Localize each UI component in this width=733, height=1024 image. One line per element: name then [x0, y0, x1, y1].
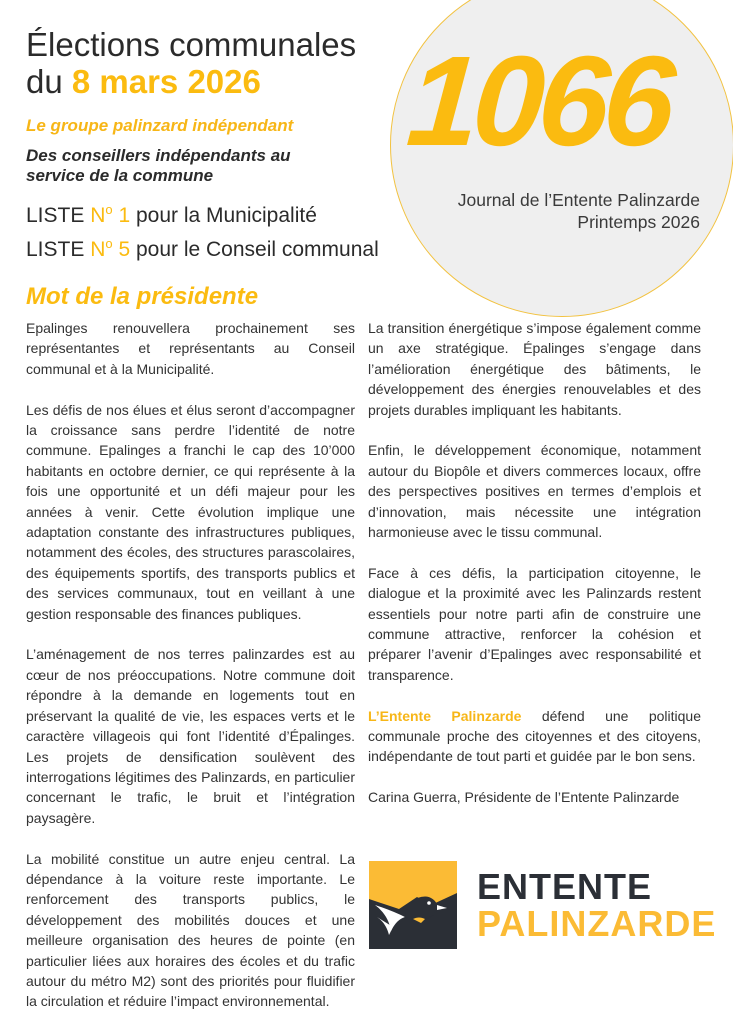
article-column-right: [368, 318, 701, 828]
party-logo: [369, 861, 716, 949]
bird-icon: [369, 861, 457, 949]
title-line-2-prefix: du: [26, 63, 72, 100]
paragraph: La mobilité constitue un autre enjeu central. La dépendance à la voiture reste importante. Le renforcement des transports publics, le développement des mobilités douces et une meilleure organisation des heures de pointe (en particulier liées aux horaires des écoles et du trafic autour du métro M2) sont des priorités pour fluidifier la circulation et réduire l’impact environnemental.: [26, 850, 355, 1010]
logo-wordmark: [477, 868, 716, 942]
paragraph: La transition énergétique s’impose également comme un axe stratégique. Épalinges s’engage dans l’amélioration énergétique des bâtiments, le développement des énergies renouvelables et des projets durables impliquant les habitants.: [368, 320, 701, 418]
article-column-left: [26, 318, 355, 1024]
closing-paragraph: L’Entente Palinzarde défend une politique communale proche des citoyennes et des citoyens, indépendante de tout parti et guidée par le bon sens.: [368, 707, 701, 765]
brand-inline: L’Entente Palinzarde: [368, 707, 522, 724]
list-number: $N^o$ 5: [90, 236, 131, 261]
section-heading: Mot de la présidente: [26, 283, 259, 310]
list-suffix: pour le Conseil communal: [130, 238, 379, 261]
logo-line-1: ENTENTE: [477, 866, 653, 907]
list-number: $N^o$ 1: [90, 202, 131, 227]
journal-name: Journal de l’Entente Palinzarde: [457, 190, 700, 210]
title-line-1: Élections communales: [26, 26, 357, 63]
paragraph: Face à ces défis, la participation citoyenne, le dialogue et la proximité avec les Palinzards restent essentiels pour notre parti afin de construire une commune attractive, renforcer la cohésion et préparer l’avenir d’Epalinges avec responsabilité et transparence.: [368, 564, 701, 683]
group-tagline: Des conseillers indépendants au service de la commune: [26, 146, 291, 185]
list-conseil-communal: [26, 236, 379, 262]
list-suffix: pour la Municipalité: [130, 204, 317, 227]
election-date: 8 mars 2026: [71, 63, 261, 100]
list-prefix: LISTE: [26, 204, 91, 227]
logo-line-2: PALINZARDE: [477, 903, 717, 944]
signature: Carina Guerra, Présidente de l’Entente Palinzarde: [368, 789, 680, 806]
list-municipalite: [26, 202, 317, 228]
paragraph: Enfin, le développement économique, notamment autour du Biopôle et divers commerces locaux, offre des perspectives positives en termes d’emplois et d’innovation, mais nécessite une intégration harmonieuse avec le tissu communal.: [368, 442, 701, 541]
page-title: [26, 26, 356, 100]
paragraph: L’aménagement de nos terres palinzardes est au cœur de nos préoccupations. Notre commune doit répondre à la demande en logements tout en préservant la qualité de vie, les espaces verts et le caractère villageois qui font l’identité d’Épalinges. Les projets de densification soulèvent des interrogations légitimes des Palinzards, en particulier concernant le trafic, le bruit et l’intégration paysagère.: [26, 646, 355, 826]
journal-season: Printemps 2026: [577, 212, 700, 232]
paragraph: Epalinges renouvellera prochainement ses représentantes et représentants au Conseil communal et à la Municipalité.: [26, 320, 355, 377]
list-prefix: LISTE: [26, 238, 91, 261]
group-subtitle: Le groupe palinzard indépendant: [26, 116, 294, 135]
paragraph: Les défis de nos élues et élus seront d’accompagner la croissance sans perdre l’identité de notre commune. Epalinges a franchi le cap des 10’000 habitants en octobre dernier, ce qui représente à la fois une opportunité et un défi majeur pour les années à venir. Cette évolution implique une adaptation constante des infrastructures publiques, notamment des écoles, des structures parascolaires, des équipements sportifs, des transports publics et des services communaux, tout en veillant à une gestion responsable des finances publiques.: [26, 401, 355, 622]
issue-number: 1066: [403, 30, 674, 173]
